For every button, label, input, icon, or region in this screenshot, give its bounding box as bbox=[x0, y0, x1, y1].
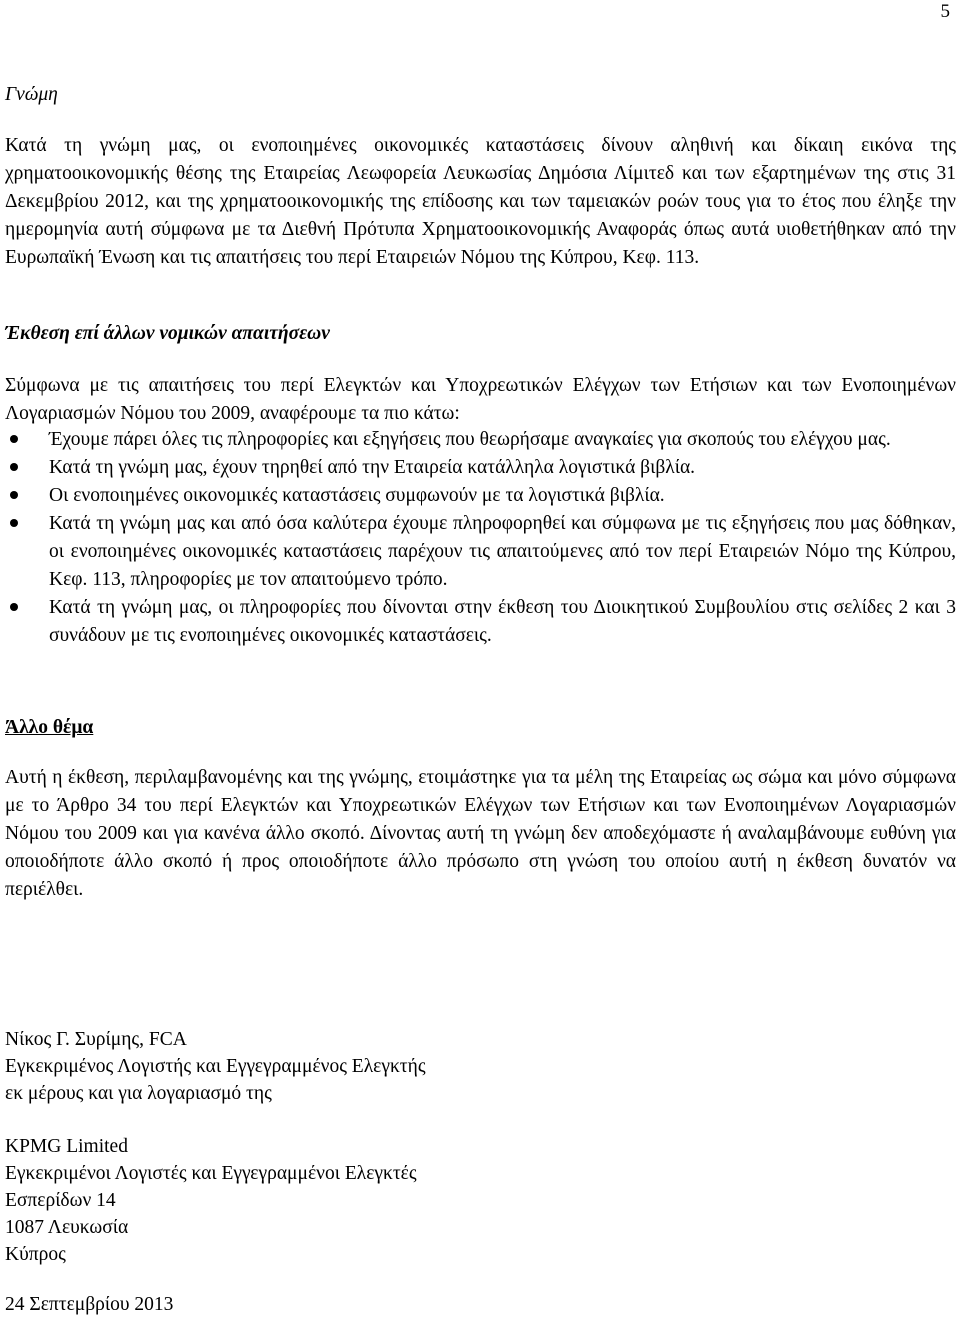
list-item bbox=[5, 510, 956, 594]
other-legal-intro: Σύμφωνα με τις απαιτήσεις του περί Ελεγκτών και Υποχρεωτικών Ελέγχων των Ετήσιων και των Ενοποιημένων Λογαριασμών Νόμου του 2009, αναφέρουμε τα πιο κάτω: bbox=[5, 375, 956, 424]
list-item-text: Κατά τη γνώμη μας, οι πληροφορίες που δίνονται στην έκθεση του Διοικητικού Συμβουλίου στις σελίδες 2 και 3 συνάδουν με τις ενοποιημένες οικονομικές καταστάσεις. bbox=[49, 597, 956, 646]
list-item bbox=[5, 482, 956, 510]
firm-block bbox=[5, 1133, 956, 1268]
other-matter-paragraph: Αυτή η έκθεση, περιλαμβανομένης και της γνώμης, ετοιμάστηκε για τα μέλη της Εταιρείας ως σώμα και μόνο σύμφωνα με το Άρθρο 34 του περί Ελεγκτών και Υποχρεωτικών Ελέγχων των Ετήσιων και των Ενοποιημένων Λογαριασμών Νόμου του 2009 και για κανένα άλλο σκοπό. Δίνοντας αυτή τη γνώμη δεν αποδεχόμαστε ή αναλαμβάνουμε ευθύνη για οποιοδήποτε άλλο σκοπό ή προς οποιοδήποτε άλλο πρόσωπο στη γνώση του οποίου αυτή η έκθεση δυνατόν να περιέλθει. bbox=[5, 767, 956, 900]
list-item bbox=[5, 594, 956, 650]
bullet-icon bbox=[10, 519, 18, 527]
opinion-paragraph: Κατά τη γνώμη μας, οι ενοποιημένες οικονομικές καταστάσεις δίνουν αληθινή και δίκαιη εικόνα της χρηματοοικονομικής θέσης της Εταιρείας Λεωφορεία Λευκωσίας Δημόσια Λίμιτεδ και των εξαρτημένων της στις 31 Δεκεμβρίου 2012, και της χρηματοοικονομικής της επίδοσης και των ταμειακών ροών τους για το έτος που έληξε την ημερομηνία αυτή σύμφωνα με τα Διεθνή Πρότυπα Χρηματοοικονομικής Αναφοράς όπως αυτά υιοθετήθηκαν από την Ευρωπαϊκή Ένωση και τις απαιτήσεις του περί Εταιρειών Νόμου της Κύπρου, Κεφ. 113. bbox=[5, 135, 956, 268]
list-item bbox=[5, 454, 956, 482]
firm-title: Εγκεκριμένοι Λογιστές και Εγγεγραμμένοι Ελεγκτές bbox=[5, 1163, 417, 1184]
bullet-icon bbox=[10, 603, 18, 611]
bullet-icon bbox=[10, 435, 18, 443]
list-item-text: Έχουμε πάρει όλες τις πληροφορίες και εξηγήσεις που θεωρήσαμε αναγκαίες για σκοπούς του ελέγχου μας. bbox=[49, 429, 891, 450]
bullet-icon bbox=[10, 491, 18, 499]
firm-country: Κύπρος bbox=[5, 1244, 66, 1265]
list-item-text: Οι ενοποιημένες οικονομικές καταστάσεις συμφωνούν με τα λογιστικά βιβλία. bbox=[49, 485, 665, 506]
list-item-text: Κατά τη γνώμη μας και από όσα καλύτερα έχουμε πληροφορηθεί και σύμφωνα με τις εξηγήσεις που μας δόθηκαν, οι ενοποιημένες οικονομικές καταστάσεις παρέχουν τις απαιτούμενες από τον περί Εταιρειών Νόμο της Κύπρου, Κεφ. 113, πληροφορίες με τον απαιτούμενο τρόπο. bbox=[49, 513, 956, 590]
signatory-on-behalf: εκ μέρους και για λογαριασμό της bbox=[5, 1083, 272, 1104]
firm-street: Εσπερίδων 14 bbox=[5, 1190, 116, 1211]
signatory-block bbox=[5, 1026, 956, 1107]
report-date: 24 Σεπτεμβρίου 2013 bbox=[5, 1294, 174, 1315]
opinion-heading: Γνώμη bbox=[5, 84, 58, 105]
bullet-icon bbox=[10, 463, 18, 471]
signatory-title: Εγκεκριμένος Λογιστής και Εγγεγραμμένος Ελεγκτής bbox=[5, 1056, 426, 1077]
list-item bbox=[5, 426, 956, 454]
other-matter-heading: Άλλο θέμα bbox=[5, 717, 94, 738]
other-legal-heading: Έκθεση επί άλλων νομικών απαιτήσεων bbox=[5, 323, 330, 344]
firm-city: 1087 Λευκωσία bbox=[5, 1217, 129, 1238]
signatory-name: Νίκος Γ. Συρίμης, FCA bbox=[5, 1029, 187, 1050]
page-number: 5 bbox=[940, 1, 950, 22]
list-item-text: Κατά τη γνώμη μας, έχουν τηρηθεί από την Εταιρεία κατάλληλα λογιστικά βιβλία. bbox=[49, 457, 696, 478]
other-legal-bullet-list bbox=[5, 426, 956, 650]
firm-name: KPMG Limited bbox=[5, 1136, 128, 1157]
